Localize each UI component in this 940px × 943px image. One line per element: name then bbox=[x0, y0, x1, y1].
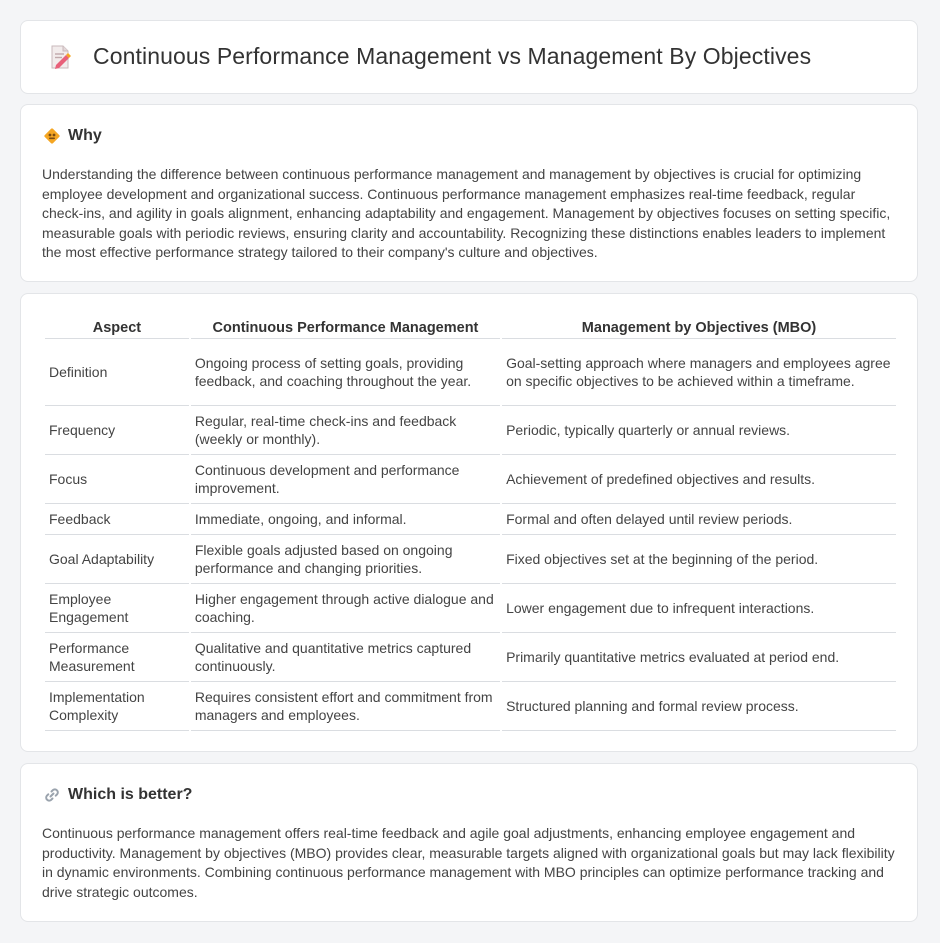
comparison-card bbox=[20, 293, 918, 752]
cell-cpm: Regular, real-time check-ins and feedback (weekly or monthly). bbox=[191, 406, 500, 455]
link-icon bbox=[43, 786, 61, 804]
header-cpm: Continuous Performance Management bbox=[191, 317, 500, 339]
cell-cpm: Flexible goals adjusted based on ongoing performance and changing priorities. bbox=[191, 535, 500, 584]
page-title: Continuous Performance Management vs Management By Objectives bbox=[93, 43, 812, 69]
cell-aspect: Employee Engagement bbox=[45, 584, 189, 633]
table-row bbox=[45, 535, 896, 584]
title-card bbox=[20, 20, 918, 94]
comparison-table bbox=[43, 317, 898, 731]
header-aspect: Aspect bbox=[45, 317, 189, 339]
better-card bbox=[20, 763, 918, 922]
cell-mbo: Formal and often delayed until review periods. bbox=[502, 504, 896, 535]
header-mbo: Management by Objectives (MBO) bbox=[502, 317, 896, 339]
cell-mbo: Primarily quantitative metrics evaluated at period end. bbox=[502, 633, 896, 682]
table-header-row bbox=[45, 317, 896, 339]
cell-aspect: Definition bbox=[45, 339, 189, 406]
better-title: Which is better? bbox=[68, 786, 193, 803]
cell-cpm: Continuous development and performance improvement. bbox=[191, 455, 500, 504]
diamond-road-sign-icon bbox=[43, 127, 61, 145]
table-row bbox=[45, 584, 896, 633]
cell-aspect: Goal Adaptability bbox=[45, 535, 189, 584]
cell-mbo: Structured planning and formal review process. bbox=[502, 682, 896, 731]
why-title: Why bbox=[68, 127, 102, 144]
cell-aspect: Feedback bbox=[45, 504, 189, 535]
cell-cpm: Ongoing process of setting goals, providing feedback, and coaching throughout the year. bbox=[191, 339, 500, 406]
better-heading bbox=[43, 786, 192, 804]
table-row bbox=[45, 455, 896, 504]
table-row bbox=[45, 339, 896, 406]
cell-mbo: Periodic, typically quarterly or annual reviews. bbox=[502, 406, 896, 455]
cell-cpm: Requires consistent effort and commitment from managers and employees. bbox=[191, 682, 500, 731]
document-pen-icon bbox=[47, 44, 73, 70]
cell-aspect: Frequency bbox=[45, 406, 189, 455]
cell-cpm: Immediate, ongoing, and informal. bbox=[191, 504, 500, 535]
better-body: Continuous performance management offers real-time feedback and agile goal adjustments, enhancing employee engagement and productivity. Management by objectives (MBO) provides clear, measurable targets aligned with organizational goals but may lack flexibility in dynamic environments. Combining continuous performance management with MBO principles can optimize performance tracking and drive strategic outcomes. bbox=[42, 825, 895, 900]
title-row bbox=[47, 43, 811, 70]
table-row bbox=[45, 504, 896, 535]
table-row bbox=[45, 682, 896, 731]
cell-mbo: Achievement of predefined objectives and results. bbox=[502, 455, 896, 504]
cell-mbo: Lower engagement due to infrequent interactions. bbox=[502, 584, 896, 633]
cell-mbo: Fixed objectives set at the beginning of the period. bbox=[502, 535, 896, 584]
cell-aspect: Implementation Complexity bbox=[45, 682, 189, 731]
why-heading bbox=[43, 127, 102, 145]
cell-cpm: Qualitative and quantitative metrics captured continuously. bbox=[191, 633, 500, 682]
table-row bbox=[45, 633, 896, 682]
cell-mbo: Goal-setting approach where managers and employees agree on specific objectives to be achieved within a timeframe. bbox=[502, 339, 896, 406]
why-card bbox=[20, 104, 918, 282]
cell-aspect: Focus bbox=[45, 455, 189, 504]
why-body: Understanding the difference between continuous performance management and management by objectives is crucial for optimizing employee development and organizational success. Continuous performance management emphasizes real-time feedback, regular check-ins, and agility in goals alignment, enhancing adaptability and engagement. Management by objectives focuses on setting specific, measurable goals with periodic reviews, ensuring clarity and accountability. Recognizing these distinctions enables leaders to implement the most effective performance strategy tailored to their company's culture and objectives. bbox=[42, 166, 891, 261]
cell-cpm: Higher engagement through active dialogue and coaching. bbox=[191, 584, 500, 633]
cell-aspect: Performance Measurement bbox=[45, 633, 189, 682]
table-row bbox=[45, 406, 896, 455]
